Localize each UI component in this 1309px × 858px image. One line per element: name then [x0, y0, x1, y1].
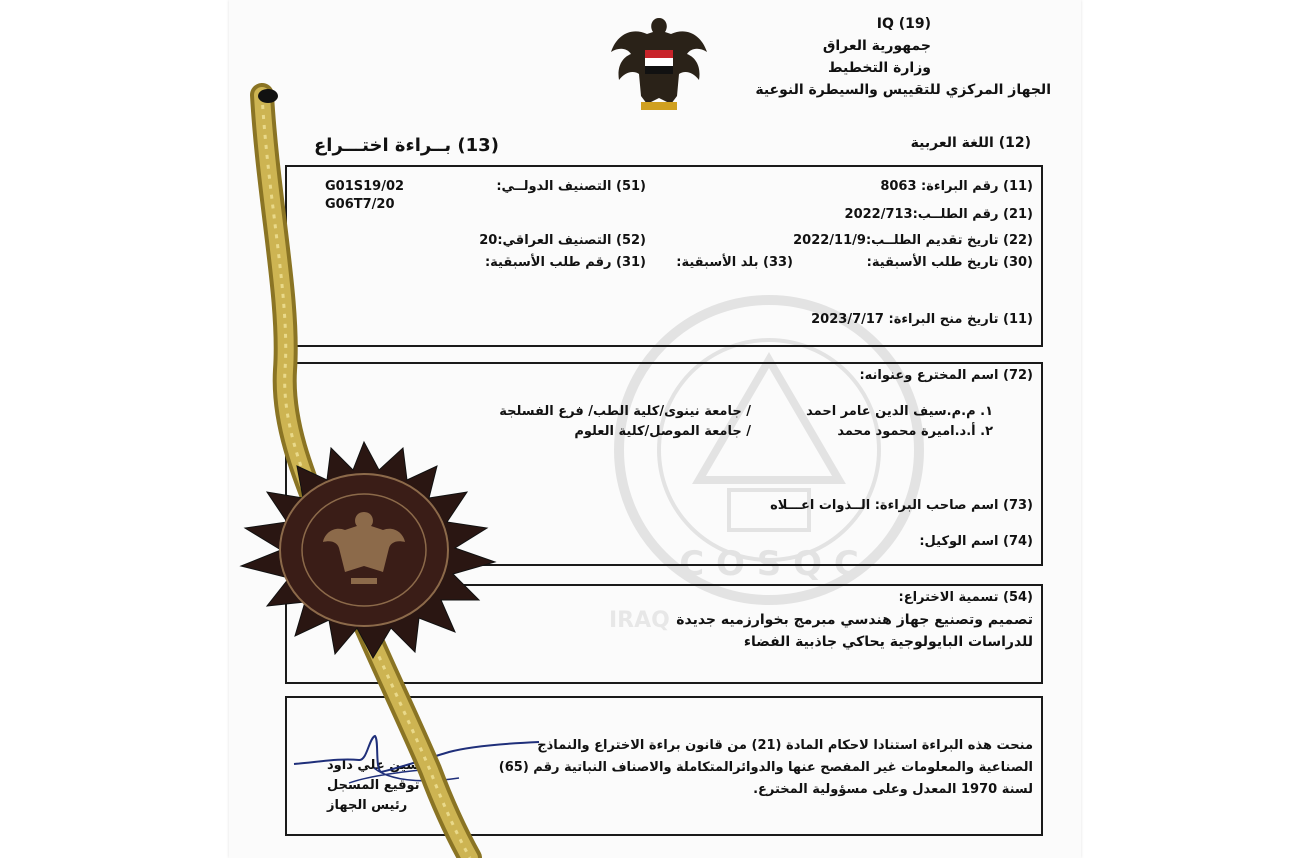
- agency-name: الجهاز المركزي للتقييس والسيطرة النوعية: [755, 82, 1051, 98]
- wax-seal: [227, 440, 502, 660]
- signatory-name: حسين علي داود: [327, 758, 429, 773]
- grant-line-2: الصناعية والمعلومات غير المفصح عنها والدوائرالمتكاملة والاصناف النباتية رقم (65): [498, 760, 1033, 775]
- invention-title-line-1: تصميم وتصنيع جهاز هندسي مبرمج بخوارزميه جديدة: [676, 612, 1033, 628]
- inventor-1-name: ١. م.م.سيف الدين عامر احمد: [806, 404, 993, 419]
- inventors-label: (72) اسم المخترع وعنوانه:: [859, 368, 1033, 383]
- language-label: (12) اللغة العربية: [910, 135, 1031, 151]
- invention-label: (54) تسمية الاختراع:: [898, 590, 1033, 605]
- intl-class-1: G01S19/02: [325, 179, 405, 194]
- iraqi-class: (52) التصنيف العراقي:20: [479, 233, 646, 248]
- watermark-acronym: C O S Q C: [679, 544, 859, 584]
- inventor-1-affiliation: / جامعة نينوى/كلية الطب/ فرع الفسلجة: [499, 404, 751, 419]
- watermark-country: IRAQ: [609, 608, 670, 633]
- invention-title-line-2: للدراسات البايولوجية يحاكي جاذبية الفضاء: [743, 634, 1033, 650]
- document-type: (13) بــراءة اختـــراع: [314, 135, 499, 156]
- priority-application-number: (31) رقم طلب الأسبقية:: [484, 255, 646, 270]
- country-code: IQ (19): [876, 16, 931, 32]
- priority-country: (33) بلد الأسبقية:: [676, 255, 793, 270]
- grant-line-1: منحت هذه البراءة استنادا لاحكام المادة (21) من قانون براءة الاختراع والنماذج: [537, 738, 1033, 753]
- grant-date: (11) تاريخ منح البراءة: 2023/7/17: [811, 312, 1033, 327]
- ministry-name: وزارة التخطيط: [828, 60, 931, 76]
- patent-number: (11) رقم البراءة: 8063: [880, 179, 1033, 194]
- grant-line-3: لسنة 1970 المعدل وعلى مسؤولية المخترع.: [753, 782, 1033, 797]
- application-number: (21) رقم الطلــب:2022/713: [844, 207, 1033, 222]
- patent-owner: (73) اسم صاحب البراءة: الــذوات اعـــلاه: [770, 498, 1033, 513]
- inventor-2-name: ٢. أ.د.اميرة محمود محمد: [837, 424, 993, 439]
- signatory-title: رئيس الجهاز: [327, 798, 408, 813]
- signatory-role: توقيع المسجل: [327, 778, 420, 793]
- republic-name: جمهورية العراق: [822, 38, 931, 54]
- inventor-2-affiliation: / جامعة الموصل/كلية العلوم: [574, 424, 751, 439]
- intl-class-2: G06T7/20: [325, 197, 395, 212]
- priority-date: (30) تاريخ طلب الأسبقية:: [866, 255, 1033, 270]
- agent-label: (74) اسم الوكيل:: [919, 534, 1033, 549]
- intl-class-label: (51) التصنيف الدولــي:: [496, 179, 646, 194]
- filing-date: (22) تاريخ تقديم الطلــب:2022/11/9: [793, 233, 1033, 248]
